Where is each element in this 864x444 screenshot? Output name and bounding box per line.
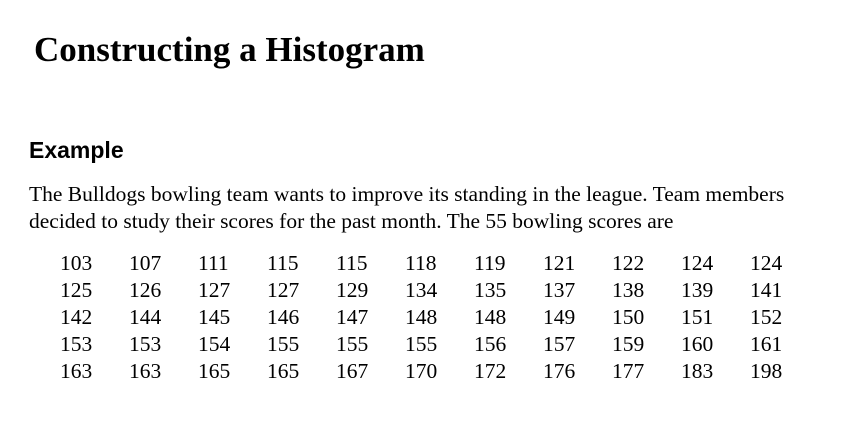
- score-cell: 157: [543, 332, 576, 356]
- score-cell: 135: [474, 278, 507, 302]
- score-cell: 138: [612, 278, 645, 302]
- score-cell: 119: [474, 251, 506, 275]
- score-cell: 183: [681, 359, 714, 383]
- score-row: [60, 277, 819, 304]
- score-row: [60, 331, 819, 358]
- score-cell: 155: [267, 332, 300, 356]
- score-cell: 103: [60, 251, 93, 275]
- score-cell: 176: [543, 359, 576, 383]
- scores-table: [60, 250, 819, 385]
- score-cell: 127: [198, 278, 231, 302]
- score-cell: 170: [405, 359, 438, 383]
- score-cell: 160: [681, 332, 714, 356]
- score-row: [60, 358, 819, 385]
- score-cell: 144: [129, 305, 162, 329]
- score-cell: 122: [612, 251, 645, 275]
- score-cell: 165: [267, 359, 300, 383]
- score-cell: 172: [474, 359, 507, 383]
- score-cell: 134: [405, 278, 438, 302]
- score-cell: 127: [267, 278, 300, 302]
- score-cell: 148: [405, 305, 438, 329]
- intro-paragraph: [29, 181, 849, 235]
- score-cell: 153: [60, 332, 93, 356]
- score-cell: 124: [750, 251, 783, 275]
- score-cell: 154: [198, 332, 231, 356]
- section-heading: Example: [29, 137, 124, 163]
- score-cell: 149: [543, 305, 576, 329]
- score-cell: 124: [681, 251, 714, 275]
- score-cell: 141: [750, 278, 783, 302]
- score-cell: 126: [129, 278, 162, 302]
- intro-line-1: The Bulldogs bowling team wants to improve its standing in the league. Team members: [29, 182, 785, 206]
- score-cell: 161: [750, 332, 783, 356]
- score-cell: 139: [681, 278, 714, 302]
- score-cell: 156: [474, 332, 507, 356]
- score-cell: 198: [750, 359, 783, 383]
- score-cell: 155: [336, 332, 369, 356]
- score-cell: 163: [60, 359, 93, 383]
- score-cell: 107: [129, 251, 162, 275]
- score-cell: 115: [267, 251, 299, 275]
- score-cell: 118: [405, 251, 437, 275]
- score-cell: 115: [336, 251, 368, 275]
- page-title: Constructing a Histogram: [34, 30, 425, 69]
- score-cell: 159: [612, 332, 645, 356]
- score-cell: 163: [129, 359, 162, 383]
- score-cell: 177: [612, 359, 645, 383]
- score-cell: 151: [681, 305, 714, 329]
- score-cell: 129: [336, 278, 369, 302]
- score-cell: 147: [336, 305, 369, 329]
- score-cell: 142: [60, 305, 93, 329]
- intro-line-2: decided to study their scores for the past month. The 55 bowling scores are: [29, 209, 674, 233]
- score-cell: 146: [267, 305, 300, 329]
- score-cell: 145: [198, 305, 231, 329]
- score-cell: 153: [129, 332, 162, 356]
- score-cell: 148: [474, 305, 507, 329]
- score-row: [60, 304, 819, 331]
- score-cell: 137: [543, 278, 576, 302]
- score-cell: 121: [543, 251, 576, 275]
- score-row: [60, 250, 819, 277]
- scores-table-body: [60, 250, 819, 385]
- score-cell: 152: [750, 305, 783, 329]
- score-cell: 167: [336, 359, 369, 383]
- score-cell: 125: [60, 278, 93, 302]
- score-cell: 165: [198, 359, 231, 383]
- score-cell: 150: [612, 305, 645, 329]
- score-cell: 111: [198, 251, 229, 275]
- score-cell: 155: [405, 332, 438, 356]
